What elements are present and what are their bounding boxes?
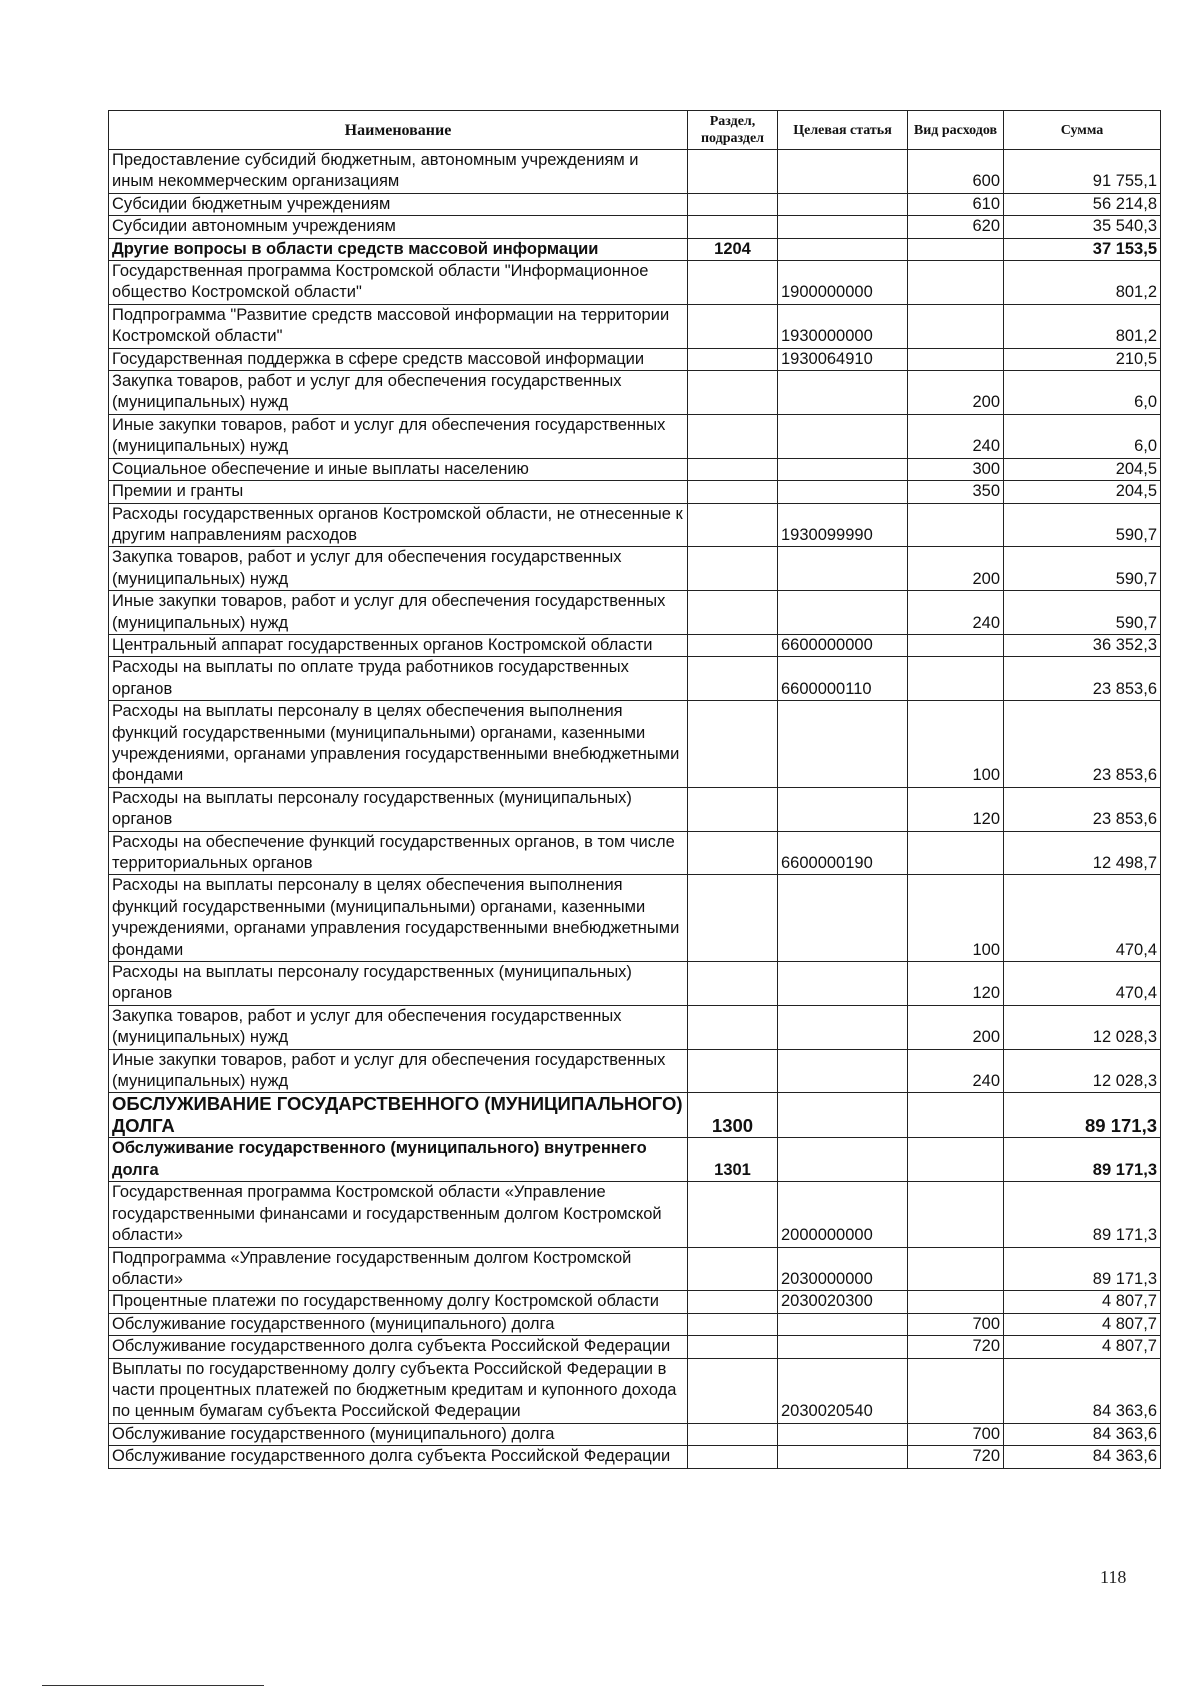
cell-sum: 89 171,3 <box>1004 1182 1161 1247</box>
cell-article: 1930000000 <box>778 304 908 348</box>
header-name: Наименование <box>109 111 688 150</box>
cell-type <box>908 1182 1004 1247</box>
cell-sum: 12 028,3 <box>1004 1005 1161 1049</box>
cell-type: 240 <box>908 591 1004 635</box>
cell-name: Премии и гранты <box>109 481 688 503</box>
cell-sum: 91 755,1 <box>1004 150 1161 194</box>
table-row <box>109 238 1161 260</box>
cell-section <box>688 634 778 656</box>
cell-sum: 6,0 <box>1004 371 1161 415</box>
cell-type: 720 <box>908 1336 1004 1358</box>
cell-article <box>778 371 908 415</box>
cell-sum: 4 807,7 <box>1004 1313 1161 1335</box>
cell-section <box>688 591 778 635</box>
table-body <box>109 150 1161 1469</box>
table-row <box>109 1138 1161 1182</box>
cell-name: Субсидии бюджетным учреждениям <box>109 193 688 215</box>
cell-sum: 35 540,3 <box>1004 216 1161 238</box>
header-sum: Сумма <box>1004 111 1161 150</box>
cell-sum: 204,5 <box>1004 481 1161 503</box>
cell-section <box>688 1291 778 1313</box>
cell-section <box>688 787 778 831</box>
cell-article <box>778 193 908 215</box>
cell-sum: 4 807,7 <box>1004 1336 1161 1358</box>
cell-section: 1300 <box>688 1093 778 1138</box>
cell-article: 1930064910 <box>778 348 908 370</box>
cell-type: 600 <box>908 150 1004 194</box>
cell-name: Государственная программа Костромской области «Управление государственными финансами и государственным долгом Костромской области» <box>109 1182 688 1247</box>
cell-article <box>778 1446 908 1468</box>
cell-sum: 210,5 <box>1004 348 1161 370</box>
cell-section <box>688 261 778 305</box>
cell-name: Обслуживание государственного (муниципального) внутреннего долга <box>109 1138 688 1182</box>
footnote-rule <box>42 1685 264 1686</box>
cell-article <box>778 962 908 1006</box>
cell-sum: 801,2 <box>1004 261 1161 305</box>
cell-section <box>688 831 778 875</box>
header-article: Целевая статья <box>778 111 908 150</box>
cell-type: 700 <box>908 1313 1004 1335</box>
cell-sum: 89 171,3 <box>1004 1093 1161 1138</box>
cell-name: Социальное обеспечение и иные выплаты населению <box>109 458 688 480</box>
cell-name: Подпрограмма «Управление государственным долгом Костромской области» <box>109 1247 688 1291</box>
table-row <box>109 657 1161 701</box>
cell-article <box>778 1336 908 1358</box>
table-row <box>109 701 1161 788</box>
cell-article <box>778 458 908 480</box>
cell-type: 120 <box>908 962 1004 1006</box>
cell-sum: 56 214,8 <box>1004 193 1161 215</box>
cell-article <box>778 547 908 591</box>
cell-section <box>688 1247 778 1291</box>
table-row <box>109 481 1161 503</box>
cell-name: Расходы на выплаты персоналу в целях обеспечения выполнения функций государственными (муниципальными) органами, казенными учреждениями, органами управления государственными внебюджетными фондами <box>109 875 688 962</box>
table-row <box>109 1247 1161 1291</box>
cell-name: Подпрограмма "Развитие средств массовой информации на территории Костромской области" <box>109 304 688 348</box>
cell-section <box>688 701 778 788</box>
cell-type <box>908 1358 1004 1423</box>
cell-type: 100 <box>908 701 1004 788</box>
cell-article <box>778 414 908 458</box>
table-row <box>109 962 1161 1006</box>
cell-type: 610 <box>908 193 1004 215</box>
cell-type <box>908 657 1004 701</box>
cell-name: Иные закупки товаров, работ и услуг для обеспечения государственных (муниципальных) нужд <box>109 414 688 458</box>
cell-section <box>688 1336 778 1358</box>
table-row <box>109 634 1161 656</box>
cell-name: Расходы на выплаты персоналу в целях обеспечения выполнения функций государственными (муниципальными) органами, казенными учреждениями, органами управления государственными внебюджетными фондами <box>109 701 688 788</box>
cell-section <box>688 216 778 238</box>
cell-type: 620 <box>908 216 1004 238</box>
cell-section <box>688 1423 778 1445</box>
cell-article <box>778 1313 908 1335</box>
cell-type <box>908 1247 1004 1291</box>
cell-article: 2030020300 <box>778 1291 908 1313</box>
cell-name: Другие вопросы в области средств массовой информации <box>109 238 688 260</box>
table-row <box>109 1005 1161 1049</box>
table-row <box>109 150 1161 194</box>
cell-sum: 6,0 <box>1004 414 1161 458</box>
cell-name: Расходы на выплаты персоналу государственных (муниципальных) органов <box>109 962 688 1006</box>
cell-article <box>778 1423 908 1445</box>
header-section: Раздел, подраздел <box>688 111 778 150</box>
cell-sum: 590,7 <box>1004 591 1161 635</box>
cell-article <box>778 1093 908 1138</box>
cell-type <box>908 1138 1004 1182</box>
cell-name: Государственная программа Костромской области "Информационное общество Костромской области" <box>109 261 688 305</box>
cell-sum: 590,7 <box>1004 547 1161 591</box>
cell-name: Субсидии автономным учреждениям <box>109 216 688 238</box>
cell-sum: 12 028,3 <box>1004 1049 1161 1093</box>
table-row <box>109 1423 1161 1445</box>
cell-sum: 204,5 <box>1004 458 1161 480</box>
cell-section <box>688 503 778 547</box>
table-row <box>109 414 1161 458</box>
cell-sum: 84 363,6 <box>1004 1358 1161 1423</box>
cell-section <box>688 348 778 370</box>
table-row <box>109 1358 1161 1423</box>
cell-type: 120 <box>908 787 1004 831</box>
cell-section <box>688 371 778 415</box>
table-row <box>109 1291 1161 1313</box>
cell-sum: 23 853,6 <box>1004 701 1161 788</box>
cell-sum: 89 171,3 <box>1004 1138 1161 1182</box>
cell-type: 200 <box>908 371 1004 415</box>
cell-name: Расходы на выплаты персоналу государственных (муниципальных) органов <box>109 787 688 831</box>
cell-name: Обслуживание государственного (муниципального) долга <box>109 1423 688 1445</box>
cell-section <box>688 304 778 348</box>
cell-section <box>688 150 778 194</box>
cell-type: 700 <box>908 1423 1004 1445</box>
cell-type: 720 <box>908 1446 1004 1468</box>
cell-section <box>688 875 778 962</box>
cell-article: 2030020540 <box>778 1358 908 1423</box>
cell-sum: 84 363,6 <box>1004 1446 1161 1468</box>
table-row <box>109 458 1161 480</box>
cell-type <box>908 238 1004 260</box>
cell-section <box>688 1313 778 1335</box>
cell-section <box>688 1049 778 1093</box>
cell-article <box>778 1005 908 1049</box>
cell-sum: 470,4 <box>1004 875 1161 962</box>
page-number: 118 <box>1100 1567 1127 1587</box>
cell-name: Иные закупки товаров, работ и услуг для обеспечения государственных (муниципальных) нужд <box>109 591 688 635</box>
cell-article <box>778 1138 908 1182</box>
cell-type: 200 <box>908 1005 1004 1049</box>
cell-article <box>778 1049 908 1093</box>
table-row <box>109 348 1161 370</box>
cell-type <box>908 304 1004 348</box>
table-row <box>109 261 1161 305</box>
cell-sum: 89 171,3 <box>1004 1247 1161 1291</box>
cell-name: Обслуживание государственного долга субъекта Российской Федерации <box>109 1446 688 1468</box>
cell-name: Государственная поддержка в сфере средств массовой информации <box>109 348 688 370</box>
cell-name: Иные закупки товаров, работ и услуг для обеспечения государственных (муниципальных) нужд <box>109 1049 688 1093</box>
cell-type: 350 <box>908 481 1004 503</box>
cell-type <box>908 261 1004 305</box>
cell-sum: 470,4 <box>1004 962 1161 1006</box>
cell-type <box>908 1291 1004 1313</box>
cell-article: 6600000110 <box>778 657 908 701</box>
cell-article: 1900000000 <box>778 261 908 305</box>
cell-section <box>688 547 778 591</box>
table-row <box>109 1313 1161 1335</box>
cell-section <box>688 1358 778 1423</box>
table-row <box>109 1182 1161 1247</box>
cell-article: 2030000000 <box>778 1247 908 1291</box>
cell-name: Обслуживание государственного (муниципального) долга <box>109 1313 688 1335</box>
cell-article <box>778 481 908 503</box>
cell-article <box>778 875 908 962</box>
table-row <box>109 831 1161 875</box>
table-row <box>109 1446 1161 1468</box>
cell-section: 1301 <box>688 1138 778 1182</box>
cell-name: Расходы на выплаты по оплате труда работников государственных органов <box>109 657 688 701</box>
cell-name: Выплаты по государственному долгу субъекта Российской Федерации в части процентных платежей по бюджетным кредитам и купонного дохода по ценным бумагам субъекта Российской Федерации <box>109 1358 688 1423</box>
cell-name: Расходы на обеспечение функций государственных органов, в том числе территориальных органов <box>109 831 688 875</box>
cell-section <box>688 193 778 215</box>
table-row <box>109 1093 1161 1138</box>
cell-sum: 23 853,6 <box>1004 787 1161 831</box>
cell-sum: 37 153,5 <box>1004 238 1161 260</box>
cell-article: 1930099990 <box>778 503 908 547</box>
cell-type <box>908 634 1004 656</box>
cell-type: 240 <box>908 1049 1004 1093</box>
cell-section <box>688 1005 778 1049</box>
table-row <box>109 193 1161 215</box>
cell-article <box>778 701 908 788</box>
header-type: Вид расходов <box>908 111 1004 150</box>
table-row <box>109 591 1161 635</box>
cell-article <box>778 591 908 635</box>
cell-sum: 4 807,7 <box>1004 1291 1161 1313</box>
cell-sum: 36 352,3 <box>1004 634 1161 656</box>
cell-type: 200 <box>908 547 1004 591</box>
cell-article: 6600000000 <box>778 634 908 656</box>
cell-section <box>688 657 778 701</box>
cell-type <box>908 1093 1004 1138</box>
table-row <box>109 875 1161 962</box>
cell-sum: 84 363,6 <box>1004 1423 1161 1445</box>
cell-name: Закупка товаров, работ и услуг для обеспечения государственных (муниципальных) нужд <box>109 1005 688 1049</box>
cell-section <box>688 962 778 1006</box>
cell-name: Обслуживание государственного долга субъекта Российской Федерации <box>109 1336 688 1358</box>
cell-article: 2000000000 <box>778 1182 908 1247</box>
cell-name: Закупка товаров, работ и услуг для обеспечения государственных (муниципальных) нужд <box>109 547 688 591</box>
cell-sum: 801,2 <box>1004 304 1161 348</box>
table-row <box>109 547 1161 591</box>
table-row <box>109 787 1161 831</box>
cell-section <box>688 481 778 503</box>
cell-type <box>908 831 1004 875</box>
cell-section <box>688 458 778 480</box>
table-row <box>109 1049 1161 1093</box>
cell-type: 100 <box>908 875 1004 962</box>
table-row <box>109 371 1161 415</box>
cell-type: 300 <box>908 458 1004 480</box>
table-row <box>109 304 1161 348</box>
cell-section <box>688 414 778 458</box>
cell-type <box>908 348 1004 370</box>
cell-article <box>778 238 908 260</box>
cell-sum: 590,7 <box>1004 503 1161 547</box>
table-row <box>109 503 1161 547</box>
cell-article <box>778 787 908 831</box>
table-row <box>109 1336 1161 1358</box>
cell-type <box>908 503 1004 547</box>
cell-type: 240 <box>908 414 1004 458</box>
table-row <box>109 216 1161 238</box>
cell-article: 6600000190 <box>778 831 908 875</box>
table-header-row <box>109 111 1161 150</box>
cell-sum: 12 498,7 <box>1004 831 1161 875</box>
cell-article <box>778 216 908 238</box>
cell-name: Центральный аппарат государственных органов Костромской области <box>109 634 688 656</box>
cell-sum: 23 853,6 <box>1004 657 1161 701</box>
cell-name: Предоставление субсидий бюджетным, автономным учреждениям и иным некоммерческим организациям <box>109 150 688 194</box>
cell-section: 1204 <box>688 238 778 260</box>
budget-table <box>108 110 1161 1469</box>
cell-name: Закупка товаров, работ и услуг для обеспечения государственных (муниципальных) нужд <box>109 371 688 415</box>
cell-section <box>688 1182 778 1247</box>
cell-name: Расходы государственных органов Костромской области, не отнесенные к другим направлениям расходов <box>109 503 688 547</box>
cell-article <box>778 150 908 194</box>
cell-name: Процентные платежи по государственному долгу Костромской области <box>109 1291 688 1313</box>
cell-section <box>688 1446 778 1468</box>
cell-name: ОБСЛУЖИВАНИЕ ГОСУДАРСТВЕННОГО (МУНИЦИПАЛЬНОГО) ДОЛГА <box>109 1093 688 1138</box>
